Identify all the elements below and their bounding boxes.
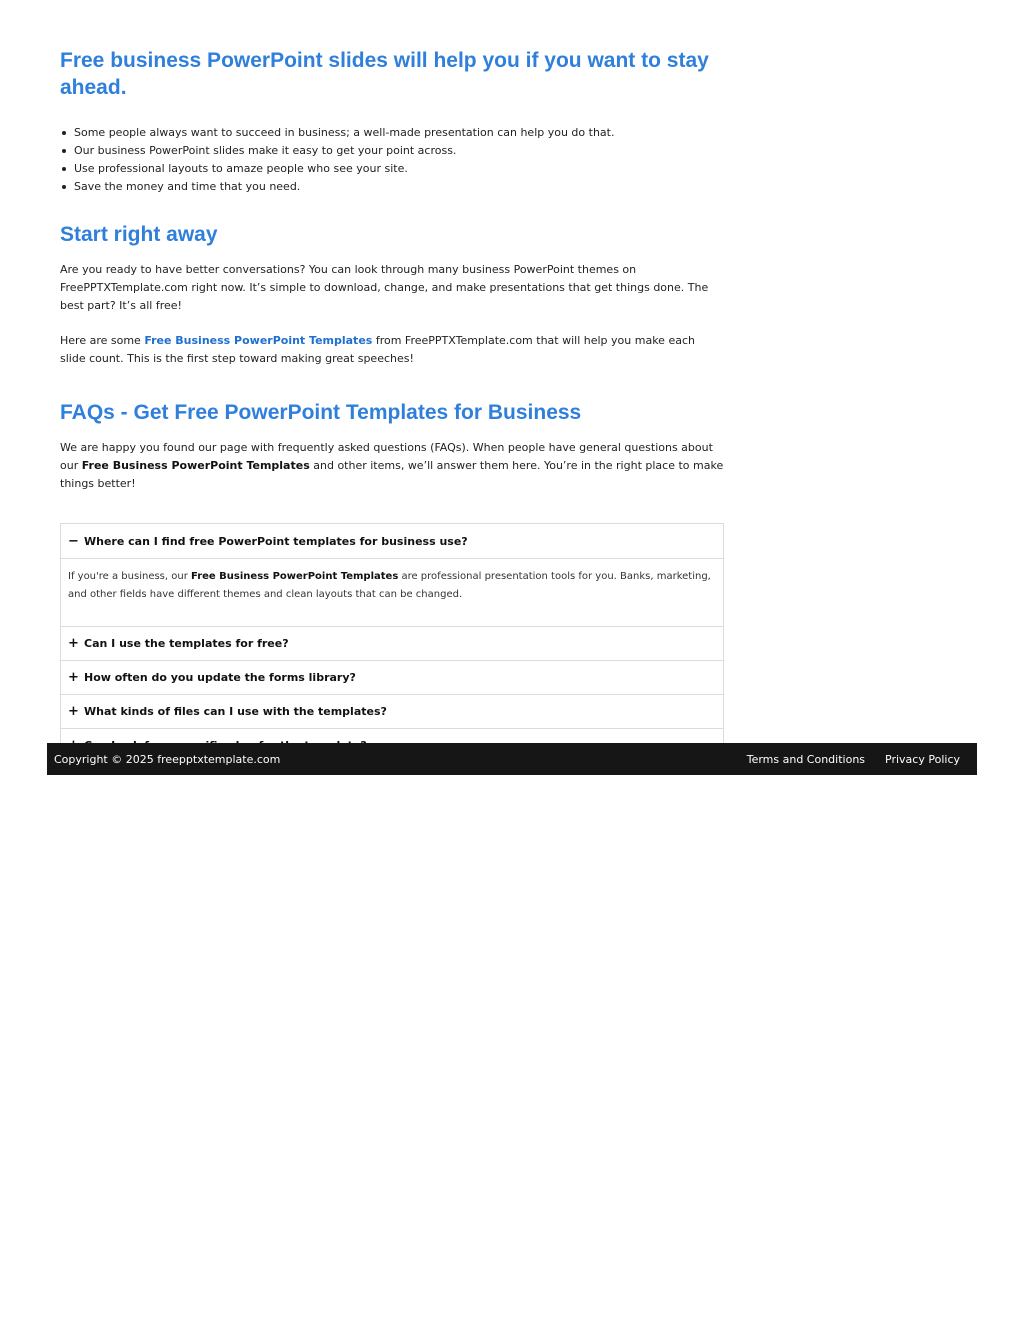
faq-question-text: Where can I find free PowerPoint templates for business use? — [84, 534, 468, 548]
faq-question-toggle[interactable] — [61, 627, 723, 660]
faq-item — [60, 523, 724, 626]
minus-icon: − — [68, 533, 79, 549]
faq-answer-bold: Free Business PowerPoint Templates — [191, 571, 399, 582]
privacy-link[interactable]: Privacy Policy — [885, 752, 960, 766]
templates-paragraph-pre: Here are some — [60, 334, 145, 347]
faq-answer-post: are professional presentation tools for you. Banks, marketing, and other fields have different themes and clean layouts that can be changed. — [68, 571, 711, 600]
faq-intro-post: and other items, we’ll answer them here. You’re in the right place to make things better! — [60, 459, 724, 490]
faq-accordion — [60, 523, 724, 744]
list-item: Some people always want to succeed in business; a well-made presentation can help you do that. — [74, 124, 614, 142]
faq-intro-pre: We are happy you found our page with frequently asked questions (FAQs). When people have general questions about our — [60, 441, 713, 472]
site-footer — [47, 743, 977, 775]
templates-paragraph-post: from FreePPTXTemplate.com that will help you make each slide count. This is the first step toward making great speeches! — [60, 334, 695, 365]
faq-question-toggle[interactable] — [61, 524, 723, 558]
faq-answer-pre: If you're a business, our — [68, 571, 191, 582]
footer-copyright: Copyright © 2025 freepptxtemplate.com — [54, 752, 281, 766]
free-business-templates-link[interactable]: Free Business PowerPoint Templates — [144, 334, 373, 347]
plus-icon: + — [68, 670, 79, 685]
terms-link[interactable]: Terms and Conditions — [746, 752, 866, 766]
faq-question-text: Can I use the templates for free? — [84, 637, 289, 650]
list-item: Our business PowerPoint slides make it easy to get your point across. — [74, 142, 614, 160]
plus-icon: + — [68, 636, 79, 651]
faq-question-text: How often do you update the forms library? — [84, 671, 356, 684]
faq-question-toggle[interactable] — [61, 661, 723, 694]
templates-paragraph — [60, 332, 724, 368]
faq-item — [60, 660, 724, 694]
faq-heading: FAQs - Get Free PowerPoint Templates for Business — [60, 401, 582, 424]
faq-item — [60, 694, 724, 728]
plus-icon: + — [68, 704, 79, 719]
faq-item — [60, 626, 724, 660]
faq-answer — [61, 558, 723, 626]
hero-heading: Free business PowerPoint slides will help you if you want to stay ahead. — [60, 49, 709, 99]
start-heading: Start right away — [60, 223, 218, 246]
hero-bullet-list — [60, 124, 614, 196]
faq-question-toggle[interactable] — [61, 695, 723, 728]
list-item: Use professional layouts to amaze people who see your site. — [74, 160, 614, 178]
faq-question-text: What kinds of files can I use with the templates? — [84, 705, 387, 718]
faq-intro-paragraph — [60, 439, 724, 493]
list-item: Save the money and time that you need. — [74, 178, 614, 196]
faq-intro-bold: Free Business PowerPoint Templates — [81, 459, 310, 472]
start-paragraph: Are you ready to have better conversations? You can look through many business PowerPoint themes on FreePPTXTemplate.com right now. It’s simple to download, change, and make presentations that get things done. The best part? It’s all free! — [60, 263, 709, 312]
